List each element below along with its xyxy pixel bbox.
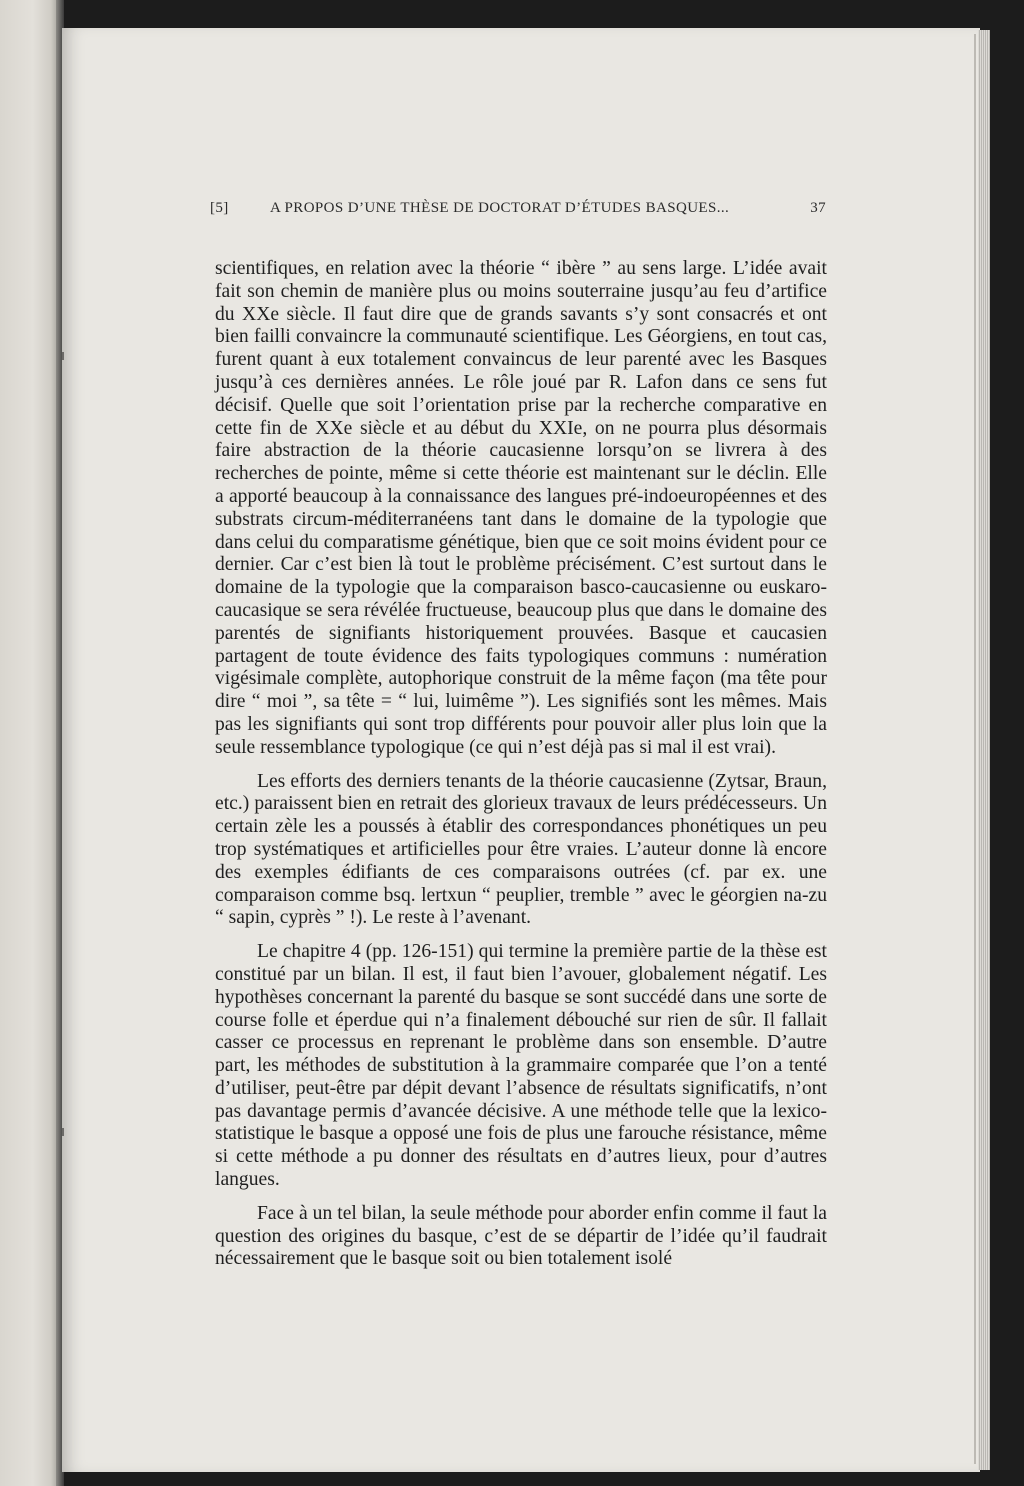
facing-page-edge [0,0,60,1486]
stacked-page-edges [978,30,990,1470]
body-text [215,258,827,1271]
paragraph: Face à un tel bilan, la seule méthode pour aborder enfin comme il faut la question des origines du basque, c’est de se départir de l’idée qu’il faudrait nécessairement que le basque soit ou bien totalement isolé [215,1202,827,1270]
section-number: [5] [210,200,229,216]
paragraph: Le chapitre 4 (pp. 126-151) qui termine la première partie de la thèse est constitué par un bilan. Il est, il faut bien l’avouer, globalement négatif. Les hypothèses concernant la parenté du basque se sont succédé dans une sorte de course folle et éperdue qui n’a finalement débouché sur rien de sûr. Il fallait casser ce processus en reprenant le problème dans son ensemble. D’autre part, les méthodes de substitution à la grammaire comparée que l’on a tenté d’utiliser, peut-être par dépit devant l’absence de résultats significatifs, n’ont pas davantage permis d’avancée décisive. A une méthode telle que la lexico-statistique le basque a opposé une fois de plus une farouche résistance, même si cette méthode a pu donner des résultats en d’autres lieux, pour d’autres langues. [215,941,827,1191]
running-header [210,198,826,222]
page-edge-line [974,34,976,1464]
margin-tick-mark [62,1128,64,1136]
page-number: 37 [810,200,826,216]
running-title: A PROPOS D’UNE THÈSE DE DOCTORAT D’ÉTUDES BASQUES... [270,200,730,216]
margin-tick-mark [62,352,64,360]
paragraph: Les efforts des derniers tenants de la théorie caucasienne (Zytsar, Braun, etc.) paraissent bien en retrait des glorieux travaux de leurs prédécesseurs. Un certain zèle les a poussés à établir des correspondances phonétiques un peu trop systématiques et artificielles pour être vraies. L’auteur donne là encore des exemples édifiants de ces comparaisons outrées (cf. par ex. une comparaison comme bsq. lertxun “ peuplier, tremble ” avec le géorgien na-zu “ sapin, cyprès ” !). Le reste à l’avenant. [215,770,827,929]
paragraph: scientifiques, en relation avec la théorie “ ibère ” au sens large. L’idée avait fait son chemin de manière plus ou moins souterraine jusqu’au feu d’artifice du XXe siècle. Il faut dire que de grands savants s’y sont consacrés et ont bien failli convaincre la communauté scientifique. Les Géorgiens, en tout cas, furent quant à eux totalement convaincus de leur parenté avec les Basques jusqu’à ces dernières années. Le rôle joué par R. Lafon dans ce sens fut décisif. Quelle que soit l’orientation prise par la recherche comparative en cette fin de XXe siècle et au début du XXIe, on ne pourra plus désormais faire abstraction de la théorie caucasienne lorsqu’on se livrera à des recherches de pointe, même si cette théorie est maintenant sur le déclin. Elle a apporté beaucoup à la connaissance des langues pré-indoeuropéennes et des substrats circum-méditerranéens tant dans le domaine de la typologie que dans celui du comparatisme génétique, bien que ce soit moins évident pour ce dernier. Car c’est bien là tout le problème précisément. C’est surtout dans le domaine de la typologie que la comparaison basco-caucasienne ou euskaro-caucasique se sera révélée fructueuse, beaucoup plus que dans le domaine des parentés de signifiants historiquement prouvées. Basque et caucasien partagent de toute évidence des faits typologiques communs : numération vigésimale complète, autophorique construit de la même façon (ma tête pour dire “ moi ”, sa tête = “ lui, luimême ”). Les signifiés sont les mêmes. Mais pas les signifiants qui sont trop différents pour pouvoir aller plus loin que la seule ressemblance typologique (ce qui n’est déjà pas si mal il est vrai). [215,258,827,758]
